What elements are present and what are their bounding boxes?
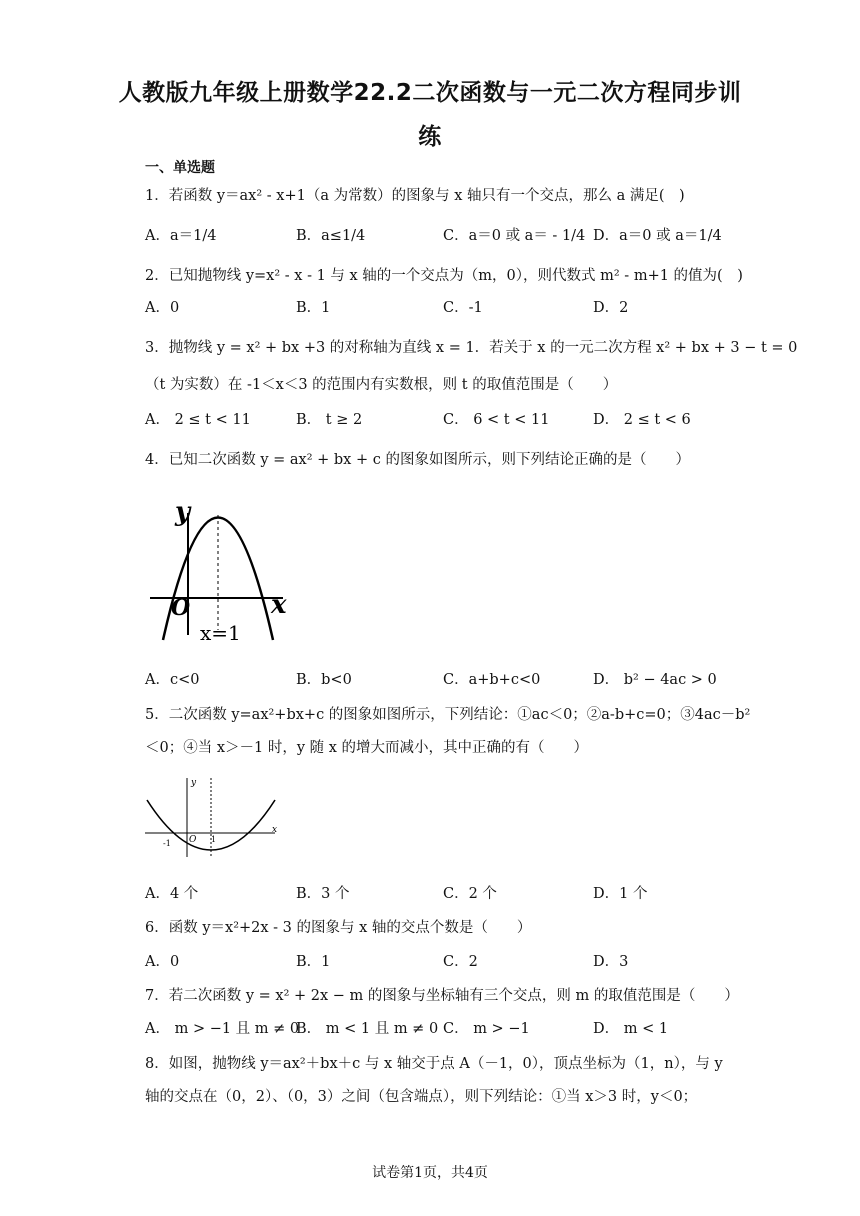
- title-line-1: 人教版九年级上册数学22.2二次函数与一元二次方程同步训: [118, 80, 742, 106]
- q5-stem-line1: 5．二次函数 y=ax²+bx+c 的图象如图所示，下列结论：①ac＜0；②a-b+c=0；③4ac－b²: [145, 707, 751, 723]
- q7-option-c: C． m > −1: [443, 1021, 530, 1037]
- q4-parabola-graph: [145, 495, 300, 645]
- q1-option-c: C．a＝0 或 a＝ - 1/4: [443, 228, 586, 244]
- q4-option-c: C．a+b+c<0: [443, 672, 541, 688]
- q4-origin-label: O: [171, 595, 191, 621]
- q6-option-a: A．0: [145, 954, 180, 970]
- q7-option-d: D． m < 1: [593, 1021, 669, 1037]
- q5-option-c: C．2 个: [443, 886, 497, 902]
- q7-option-b: B． m < 1 且 m ≠ 0: [296, 1021, 439, 1037]
- q3-option-b: B． t ≥ 2: [296, 412, 363, 428]
- q4-y-label: y: [175, 497, 191, 527]
- q4-option-a: A．c<0: [145, 672, 200, 688]
- q4-option-b: B．b<0: [296, 672, 352, 688]
- q5-x-label: x: [272, 825, 278, 835]
- q5-option-b: B．3 个: [296, 886, 350, 902]
- q8-stem-line1: 8．如图，抛物线 y＝ax²＋bx＋c 与 x 轴交于点 A（－1，0），顶点坐标为（1，n），与 y: [145, 1056, 723, 1072]
- q4-option-d: D． b² − 4ac > 0: [593, 672, 717, 688]
- q5-origin-label: O: [189, 835, 197, 845]
- q2-option-b: B．1: [296, 300, 331, 316]
- q6-option-d: D．3: [593, 954, 629, 970]
- q5-pos-label: 1: [211, 835, 217, 844]
- page-footer: 试卷第1页，共4页: [372, 1165, 488, 1181]
- q5-y-label: y: [191, 778, 197, 788]
- q6-option-c: C．2: [443, 954, 478, 970]
- q3-stem-line1: 3．抛物线 y = x² + bx +3 的对称轴为直线 x = 1．若关于 x 的一元二次方程 x² + bx + 3 − t = 0: [145, 340, 798, 356]
- q5-neg-label: -1: [163, 839, 171, 848]
- q1-option-a: A．a＝1/4: [145, 228, 217, 244]
- q7-stem: 7．若二次函数 y = x² + 2x − m 的图象与坐标轴有三个交点，则 m 的取值范围是（ ）: [145, 988, 739, 1004]
- q5-parabola-graph: [145, 775, 285, 860]
- q7-option-a: A． m > −1 且 m ≠ 0: [145, 1021, 300, 1037]
- q1-option-b: B．a≤1/4: [296, 228, 366, 244]
- q1-stem: 1．若函数 y＝ax² - x+1（a 为常数）的图象与 x 轴只有一个交点，那么 a 满足( ): [145, 188, 685, 204]
- q5-option-d: D．1 个: [593, 886, 648, 902]
- q5-stem-line2: ＜0；④当 x＞－1 时，y 随 x 的增大而减小，其中正确的有（ ）: [145, 740, 589, 756]
- q6-stem: 6．函数 y＝x²+2x - 3 的图象与 x 轴的交点个数是（ ）: [145, 920, 532, 936]
- q4-axis-label: x=1: [200, 621, 241, 645]
- q8-stem-line2: 轴的交点在（0，2）、（0，3）之间（包含端点），则下列结论：①当 x＞3 时，y＜0；: [145, 1089, 698, 1105]
- q3-option-c: C． 6 < t < 11: [443, 412, 550, 428]
- section-heading: 一、单选题: [145, 160, 215, 176]
- q3-stem-line2: （t 为实数）在 -1＜x＜3 的范围内有实数根，则 t 的取值范围是（ ）: [145, 377, 618, 393]
- q3-option-a: A． 2 ≤ t < 11: [145, 412, 251, 428]
- q2-stem: 2．已知抛物线 y=x² - x - 1 与 x 轴的一个交点为（m，0），则代数式 m² - m+1 的值为( ): [145, 268, 743, 284]
- title-line-2: 练: [418, 124, 442, 150]
- q1-option-d: D．a＝0 或 a＝1/4: [593, 228, 722, 244]
- q2-option-d: D．2: [593, 300, 629, 316]
- q5-option-a: A．4 个: [145, 886, 199, 902]
- q2-option-a: A．0: [145, 300, 180, 316]
- q2-option-c: C．-1: [443, 300, 483, 316]
- q4-x-label: x: [271, 590, 287, 620]
- q3-option-d: D． 2 ≤ t < 6: [593, 412, 691, 428]
- q6-option-b: B．1: [296, 954, 331, 970]
- q4-stem: 4．已知二次函数 y = ax² + bx + c 的图象如图所示，则下列结论正确的是（ ）: [145, 452, 690, 468]
